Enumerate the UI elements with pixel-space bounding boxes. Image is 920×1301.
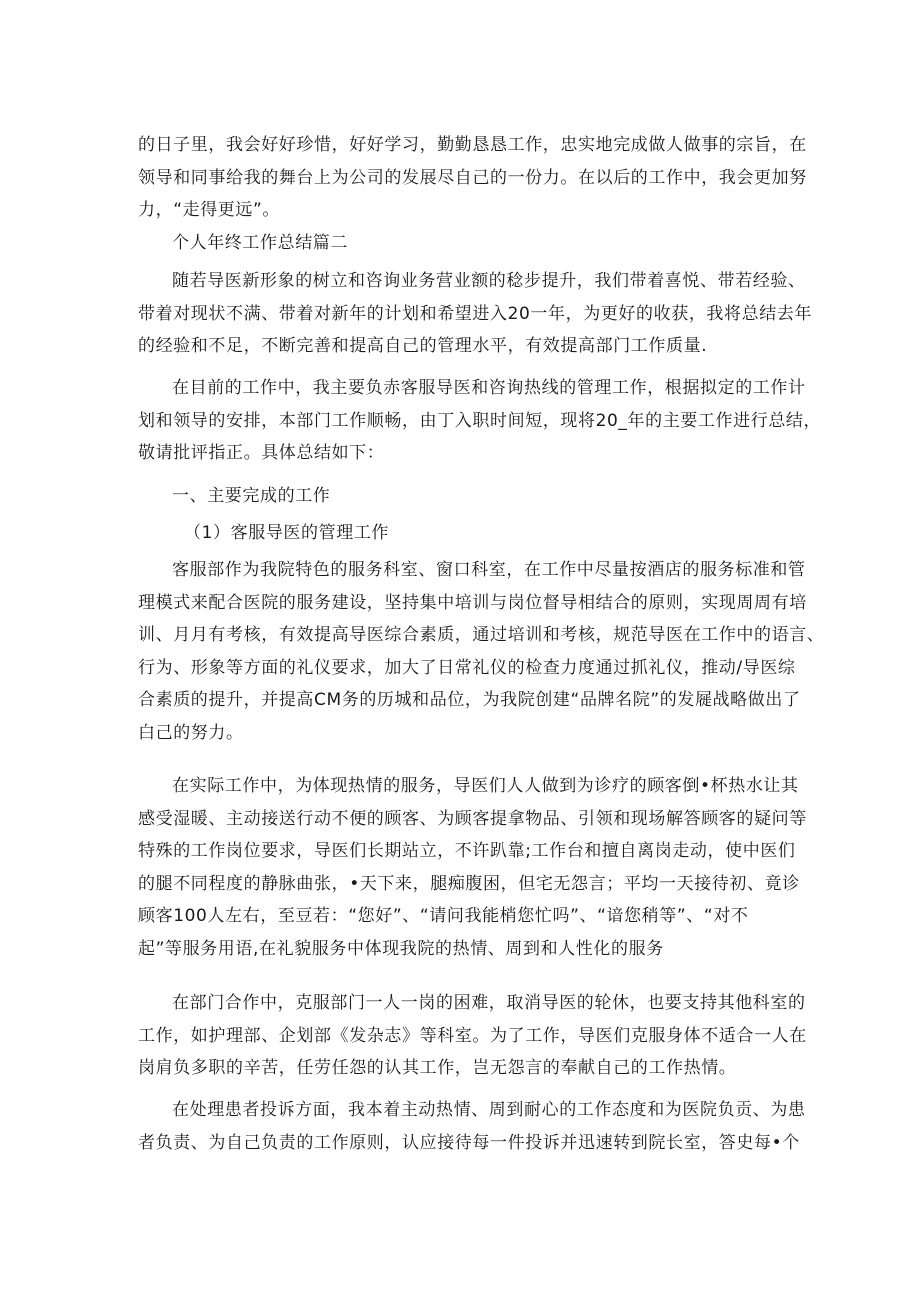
text-line: 在实际工作中，为体现热情的服务，导医们人人做到为诊疗的顾客倒•杯热水让其 [172,776,799,796]
paragraph-2 [138,372,822,470]
text-line: 划和领导的安排，本部门工作顺畅，由丁入职时间短，现将20_年的主要工作进行总结， [138,410,822,431]
text-line: 白己的努力。 [138,722,244,743]
heading-text: 一、主要完成的工作 [172,486,331,506]
paragraph-3 [138,554,825,750]
section-heading-part-two [138,227,788,260]
section-heading-main-work [138,480,788,513]
text-line: 工作，如护理部、企划部《发杂志》等科室。为了工作，导医们克服身体不适合一人在 [138,1025,807,1046]
paragraph-5 [138,987,807,1085]
subsection-heading-guide-management [138,517,788,550]
paragraph-intro-continuation [138,129,807,227]
heading-text: 个人年终工作总结篇二 [172,233,348,253]
text-line: 在目前的工作中，我主要负赤客服导医和咨询热线的管理工作，根据拟定的工作计 [172,378,806,398]
text-line: 力，“走得更远”。 [138,200,281,221]
text-line: 敬请批评指正。具体总结如下： [138,443,385,464]
text-line: 的经验和不足，不断完善和提高自己的管理水平，有效提高部门工作质量. [138,336,708,357]
text-line: 岗肩负多职的辛苦，任劳任怨的认其工作，岂无怨言的奉献自己的工作热情。 [138,1058,737,1079]
text-line: 起”等服务用语,在礼貌服务中体现我院的热情、周到和人性化的服务 [138,938,664,959]
text-line: 顾客100人左右，至豆若：“您好”、“请问我能梢您忙吗”、“谙您稍等”、“对不 [138,906,749,927]
text-line: 带着对现状不满、带着对新年的计划和希望进入20一年，为更好的收获，我将总结去年 [138,303,813,324]
text-line: 者负责、为自己负责的工作原则，认应接待每一件投诉并迅速转到院长室，答史每•个 [138,1132,800,1153]
text-line: 的日子里，我会好好珍惜，好好学习，勤勤恳恳工作，忠实地完成做人做事的宗旨，在 [138,135,807,155]
text-line: 训、月月有考核，有效提高导医综合素质，通过培训和考核，规范导医在工作中的语言、 [138,625,825,646]
text-line: 在部门合作中，克服部门一人一岗的困难，取消导医的轮休，也要支持其他科室的 [172,993,806,1013]
text-line: 客服部作为我院特色的服务科室、窗口科室，在工作中尽量按酒店的服务标准和管 [172,560,806,580]
text-line: 随若导医新形象的树立和咨询业务营业额的稔步提升，我们带着喜悦、带若经验、 [172,271,806,291]
text-line: 特殊的工作岗位要求，导医们长期站立，不许趴靠;工作台和擅自离岗走动，使中医们 [138,841,796,862]
paragraph-1 [138,265,813,363]
text-line: 的腿不同程度的静脉曲张，•天下来，腿痴腹困，但宅无怨言；平均一天接待初、竟诊 [138,873,800,894]
paragraph-6 [138,1094,806,1159]
text-line: 行为、形象等方面的礼仪要求，加大了日常礼仪的检查力度通过抓礼仪，推动/导医综 [138,657,796,678]
heading-text: （1）客服导医的管理工作 [184,523,390,543]
text-line: 理模式来配合医院的服务建设，坚持集中培训与岗位督导相结合的原则，实现周周有培 [138,592,807,613]
text-line: 在处理患者投诉方面，我本着主动热情、周到耐心的工作态度和为医院负贡、为患 [172,1100,806,1120]
text-line: 感受湿暖、主动接送行动不便的顾客、为顾客提拿物品、引领和现场解答顾客的疑问等 [138,808,807,829]
text-line: 领导和同事给我的舞台上为公司的发展尽自己的一份力。在以后的工作中，我会更加努 [138,167,807,188]
text-line: 合素质的提升，并提高CM务的历城和品位，为我院创建“品牌名院”的发屣战略做出了 [138,690,801,711]
paragraph-4 [138,770,807,966]
